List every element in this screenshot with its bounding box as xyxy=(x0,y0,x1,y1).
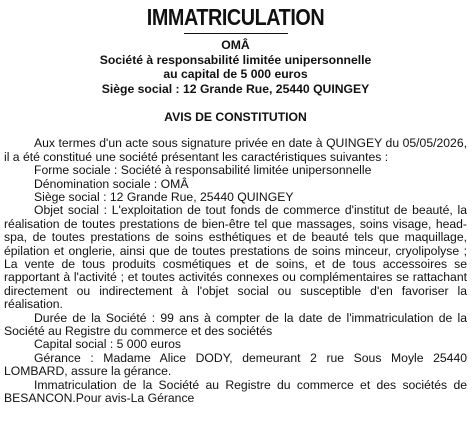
company-capital: au capital de 5 000 euros xyxy=(163,67,308,82)
forme-sociale: Forme sociale : Société à responsabilité limitée unipersonnelle xyxy=(34,163,372,178)
immatriculation-rcs: Immatriculation de la Société au Registre du commerce et des sociétés de BESANCON.Pour avis-La Gérance xyxy=(4,377,467,406)
company-form: Société à responsabilité limitée unipersonnelle xyxy=(99,52,372,67)
siege-social: Siège social : 12 Grande Rue, 25440 QUINGEY xyxy=(34,190,294,204)
intro-paragraph: Aux termes d'un acte sous signature privée en date à QUINGEY du 05/05/2026, il a été constitué une société présentant les caractéristiques suivantes : xyxy=(4,136,467,164)
section-title: AVIS DE CONSTITUTION xyxy=(164,110,307,125)
notice-title: IMMATRICULATION xyxy=(146,4,325,30)
denomination-sociale: Dénomination sociale : OMÂ xyxy=(34,176,189,191)
capital-social: Capital social : 5 000 euros xyxy=(34,337,182,352)
objet-social: Objet social : L'exploitation de tout fonds de commerce d'institut de beauté, la réalisation de toutes prestations de bien-être tel que massages, soins visage, head-spa, de toutes prestations de soins esthétiques et de beauté tels que maquillage, épilation et onglerie, ainsi que de toutes prestations de soins minceur, cryolipolyse ; La vente de tous produits cosmétiques et de soins, et de tous accessoires se rapportant à l'activité ; et toutes activités connexes ou complémentaires se rattachant directement ou indirectement à l'objet social ou susceptible d'en favoriser la réalisation. xyxy=(4,203,467,312)
company-name: OMÂ xyxy=(221,38,250,52)
title-divider xyxy=(184,33,288,34)
company-header xyxy=(4,38,467,96)
legal-notice-page xyxy=(0,4,473,430)
gerance: Gérance : Madame Alice DODY, demeurant 2 rue Sous Moyle 25440 LOMBARD, assure la gérance. xyxy=(4,350,467,379)
notice-body xyxy=(4,137,467,405)
duree-societe: Durée de la Société : 99 ans à compter de la date de l'immatriculation de la Société au Registre du commerce et des sociétés xyxy=(4,310,467,339)
company-head-office: Siège social : 12 Grande Rue, 25440 QUINGEY xyxy=(101,81,370,96)
